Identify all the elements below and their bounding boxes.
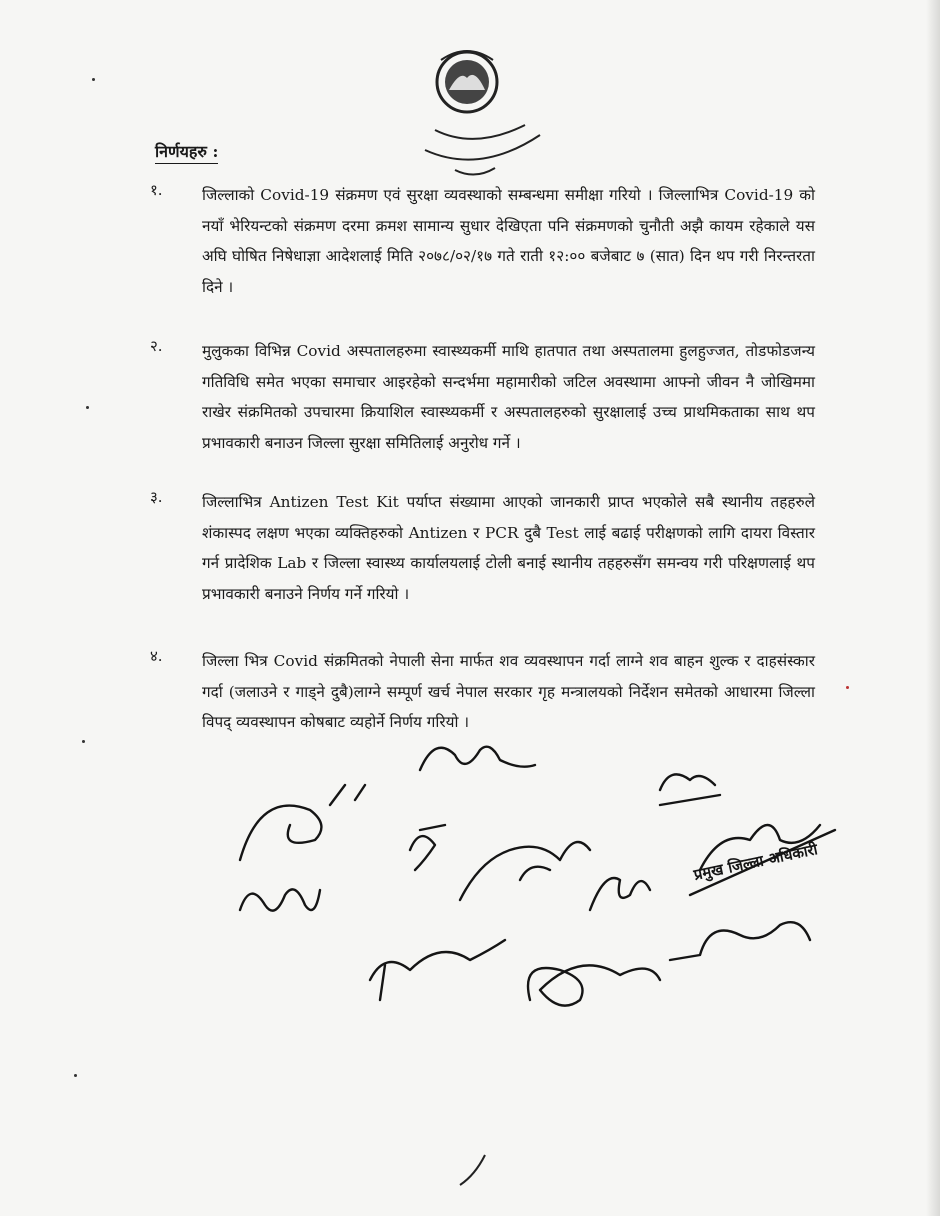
pen-stroke-mark xyxy=(455,1150,495,1190)
scan-mark xyxy=(846,686,849,689)
decision-text: जिल्लाभित्र Antizen Test Kit पर्याप्त संख्यामा आएको जानकारी प्राप्त भएकोले सबै स्थानीय तहहरुले शंकास्पद लक्षण भएका व्यक्तिहरुको Antizen र PCR दुबै Test लाई बढाई परीक्षणको लागि दायरा विस्तार गर्न प्रादेशिक Lab र जिल्ला स्वास्थ्य कार्यालयलाई टोली बनाई स्थानीय तहहरुसँग समन्वय गरी परिक्षणलाई थप प्रभावकारी बनाउने निर्णय गर्ने गरियो । xyxy=(202,493,815,603)
decision-number: ३. xyxy=(150,488,163,506)
signature-7 xyxy=(660,774,720,805)
scan-mark xyxy=(74,1074,77,1077)
government-seal-stamp xyxy=(405,40,555,190)
decision-text: जिल्ला भित्र Covid संक्रमितको नेपाली सेना मार्फत शव व्यवस्थापन गर्दा लाग्ने शव बाहन शुल्क र दाहसंस्कार गर्दा (जलाउने र गाड्ने दुबै)लाग्ने सम्पूर्ण खर्च नेपाल सरकार गृह मन्त्रालयको निर्देशन समेतको आधारमा जिल्ला विपद् व्यवस्थापन कोषबाट व्यहोर्ने निर्णय गरियो । xyxy=(202,652,815,731)
signature-stamp-text: प्रमुख जिल्ला अधिकारी xyxy=(692,840,820,884)
scan-mark xyxy=(82,740,85,743)
decision-number: २. xyxy=(150,337,163,355)
signature-6 xyxy=(590,878,650,910)
page-edge-shadow xyxy=(926,0,940,1216)
signature-9 xyxy=(370,940,505,1000)
scan-mark xyxy=(92,78,95,81)
signature-2 xyxy=(240,785,365,860)
scan-mark xyxy=(86,406,89,409)
signature-3 xyxy=(240,889,320,910)
signatures-block xyxy=(220,730,860,1030)
signature-1 xyxy=(420,747,535,770)
decision-text: जिल्लाको Covid-19 संक्रमण एवं सुरक्षा व्यवस्थाको सम्बन्धमा समीक्षा गरियो । जिल्लाभित्र Covid-19 को नयाँ भेरियन्टको संक्रमण दरमा क्रमश सामान्य सुधार देखिएता पनि संक्रमणको चुनौती अझै कायम रहेकाले यस अघि घोषित निषेधाज्ञा आदेशलाई मिति २०७८/०२/१७ गते राती १२:०० बजेबाट ७ (सात) दिन थप गरी निरन्तरता दिने । xyxy=(202,186,815,296)
signature-10 xyxy=(528,965,660,1005)
decision-text: मुलुकका विभिन्न Covid अस्पतालहरुमा स्वास्थ्यकर्मी माथि हातपात तथा अस्पतालमा हुलहुज्जत, तोडफोडजन्य गतिविधि समेत भएका समाचार आइरहेको सन्दर्भमा महामारीको जटिल अवस्थामा आफ्नो जीवन नै जोखिममा राखेर संक्रमितको उपचारमा क्रियाशिल स्वास्थ्यकर्मी र अस्पतालहरुको सुरक्षालाई उच्च प्राथमिकताका साथ थप प्रभावकारी बनाउन जिल्ला सुरक्षा समितिलाई अनुरोध गर्ने । xyxy=(202,342,815,452)
decisions-heading: निर्णयहरु : xyxy=(155,140,218,164)
signature-11 xyxy=(670,922,810,960)
signature-4 xyxy=(410,825,445,870)
decision-number: १. xyxy=(150,181,163,199)
decision-number: ४. xyxy=(150,647,163,665)
signature-5 xyxy=(460,842,590,900)
